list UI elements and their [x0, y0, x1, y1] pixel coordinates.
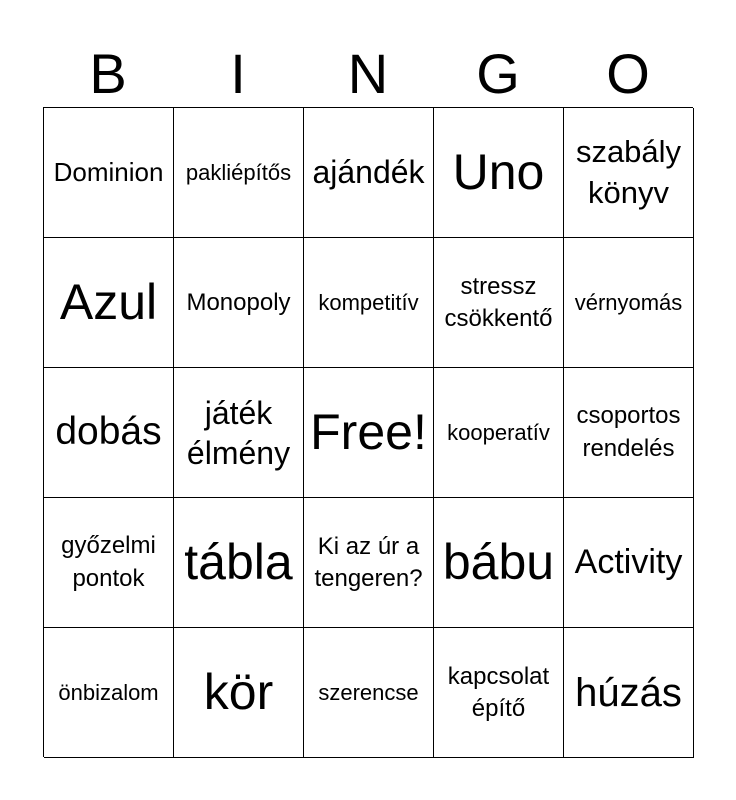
bingo-cell-r5-c2[interactable]: kör	[174, 628, 304, 758]
bingo-cell-r4-c5[interactable]: Activity	[564, 498, 694, 628]
bingo-cell-r1-c2[interactable]: pakliépítős	[174, 108, 304, 238]
bingo-cell-r5-c3[interactable]: szerencse	[304, 628, 434, 758]
bingo-cell-r1-c1[interactable]: Dominion	[44, 108, 174, 238]
bingo-cell-r4-c3[interactable]: Ki az úr a tengeren?	[304, 498, 434, 628]
bingo-cell-r2-c4[interactable]: stressz csökkentő	[434, 238, 564, 368]
bingo-cell-r2-c1[interactable]: Azul	[44, 238, 174, 368]
bingo-card	[43, 107, 693, 757]
bingo-cell-r5-c5[interactable]: húzás	[564, 628, 694, 758]
bingo-cell-r1-c3[interactable]: ajándék	[304, 108, 434, 238]
bingo-cell-r2-c2[interactable]: Monopoly	[174, 238, 304, 368]
bingo-cell-r4-c4[interactable]: bábu	[434, 498, 564, 628]
bingo-cell-r1-c5[interactable]: szabály könyv	[564, 108, 694, 238]
bingo-cell-r4-c1[interactable]: győzelmi pontok	[44, 498, 174, 628]
bingo-cell-r2-c3[interactable]: kompetitív	[304, 238, 434, 368]
bingo-cell-r3-c4[interactable]: kooperatív	[434, 368, 564, 498]
bingo-cell-free[interactable]: Free!	[304, 368, 434, 498]
bingo-cell-r4-c2[interactable]: tábla	[174, 498, 304, 628]
bingo-cell-r1-c4[interactable]: Uno	[434, 108, 564, 238]
header-letter-b: B	[89, 42, 127, 105]
header-letter-o: O	[606, 42, 650, 105]
header-letter-g: G	[476, 42, 520, 105]
bingo-cell-r2-c5[interactable]: vérnyomás	[564, 238, 694, 368]
bingo-cell-r3-c2[interactable]: játék élmény	[174, 368, 304, 498]
header-letter-n: N	[347, 42, 389, 105]
bingo-cell-r3-c1[interactable]: dobás	[44, 368, 174, 498]
bingo-cell-r5-c4[interactable]: kapcsolat építő	[434, 628, 564, 758]
bingo-cell-r3-c5[interactable]: csoportos rendelés	[564, 368, 694, 498]
bingo-header	[43, 42, 693, 106]
header-letter-i: I	[230, 42, 246, 105]
bingo-cell-r5-c1[interactable]: önbizalom	[44, 628, 174, 758]
